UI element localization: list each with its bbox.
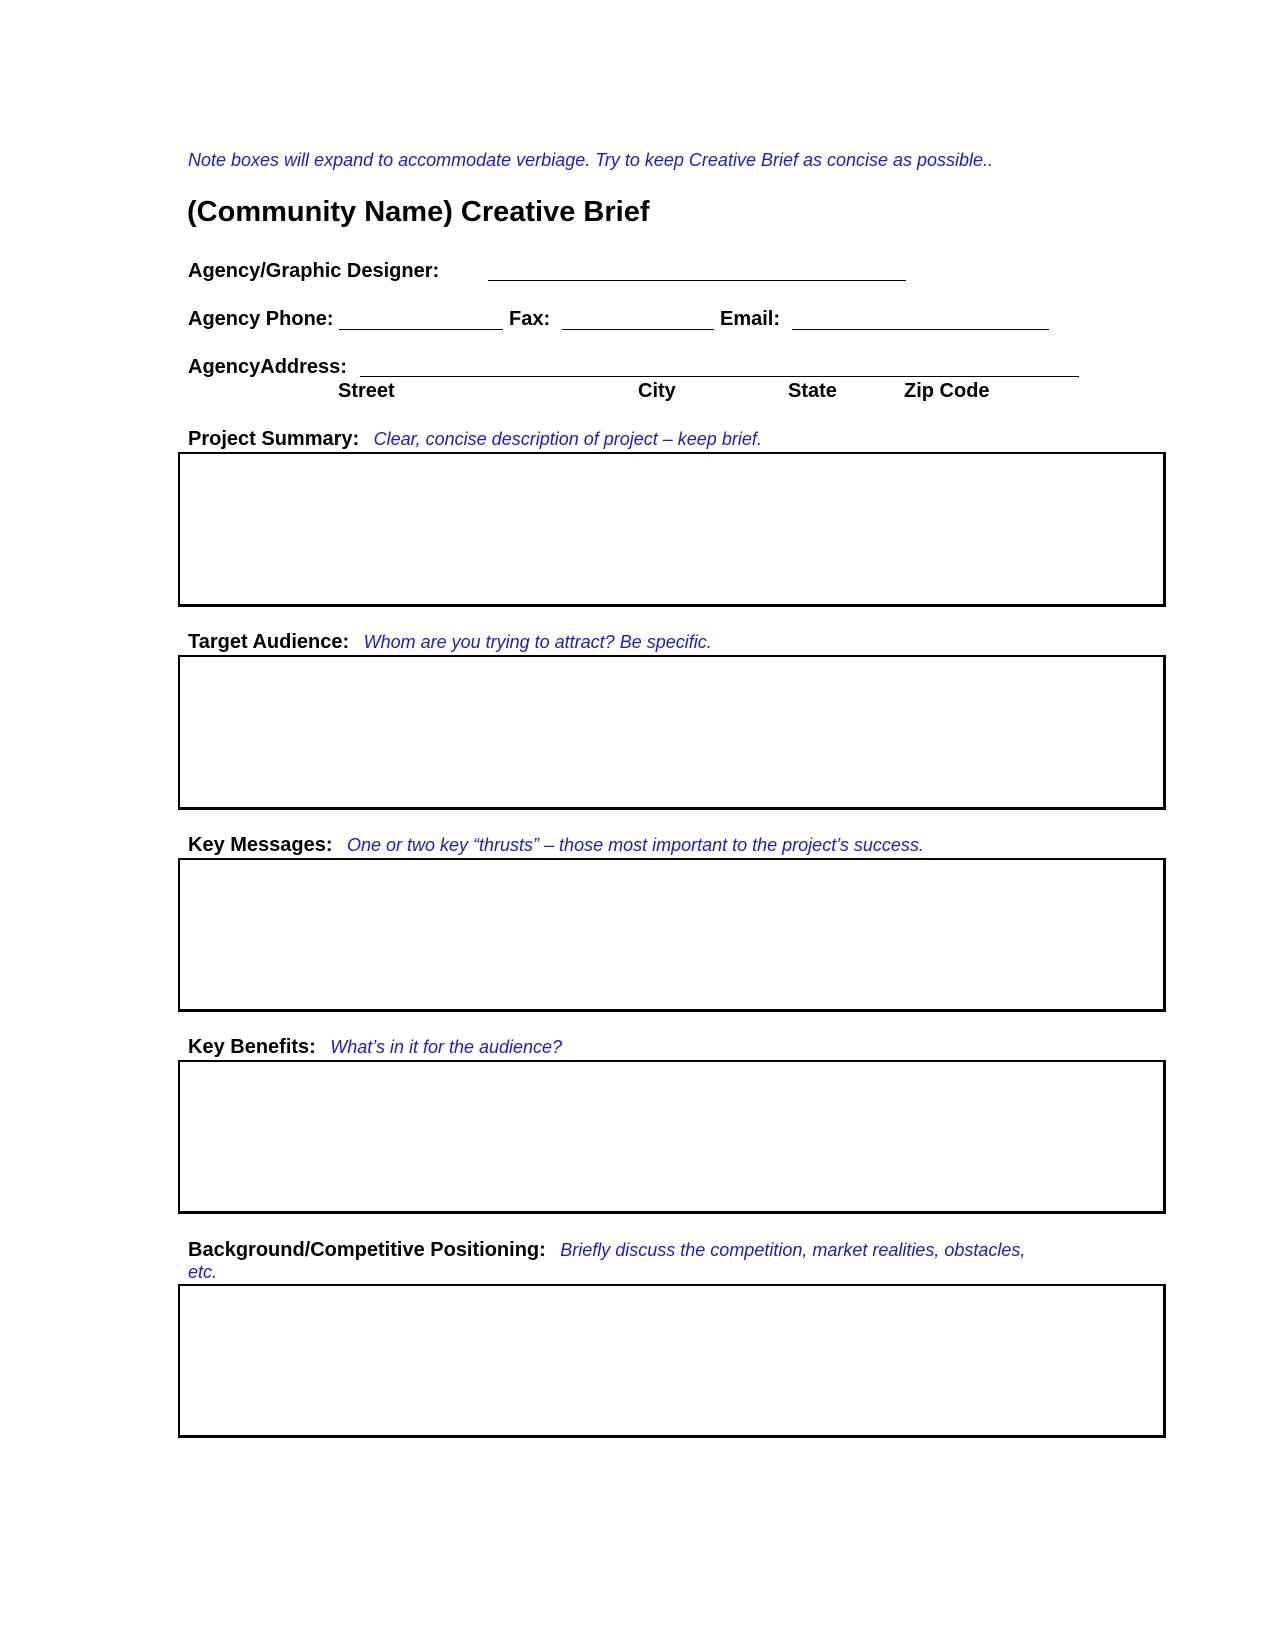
address-label: AgencyAddress:	[188, 356, 347, 378]
section-hint-continued: etc.	[188, 1262, 218, 1282]
top-note: Note boxes will expand to accommodate verbiage. Try to keep Creative Brief as concise as possible..	[188, 150, 994, 170]
section-label: Project Summary:	[188, 428, 360, 450]
section-key-benefits-heading	[188, 1036, 562, 1059]
email-label: Email:	[720, 308, 781, 330]
section-label: Target Audience:	[188, 631, 350, 653]
section-label: Background/Competitive Positioning:	[188, 1239, 546, 1261]
section-hint: What’s in it for the audience?	[330, 1037, 563, 1057]
section-project-summary-heading	[188, 428, 762, 451]
address-zip-label: Zip Code	[904, 380, 990, 402]
background-positioning-box[interactable]	[178, 1284, 1166, 1438]
phone-field[interactable]	[339, 329, 503, 330]
section-key-messages-heading	[188, 834, 924, 857]
fax-label: Fax:	[509, 308, 551, 330]
section-hint: Clear, concise description of project – keep brief.	[373, 429, 762, 449]
key-messages-box[interactable]	[178, 858, 1166, 1012]
address-street-label: Street	[338, 380, 395, 402]
section-hint: Briefly discuss the competition, market realities, obstacles,	[560, 1240, 1026, 1260]
section-hint: Whom are you trying to attract? Be specific.	[363, 632, 712, 652]
phone-label: Agency Phone:	[188, 308, 334, 330]
address-state-label: State	[788, 380, 837, 402]
designer-label: Agency/Graphic Designer:	[188, 260, 440, 282]
key-benefits-box[interactable]	[178, 1060, 1166, 1214]
fax-field[interactable]	[562, 329, 714, 330]
project-summary-box[interactable]	[178, 452, 1166, 607]
address-field[interactable]	[360, 376, 1079, 377]
email-field[interactable]	[792, 329, 1049, 330]
section-label: Key Messages:	[188, 834, 333, 856]
page-title: (Community Name) Creative Brief	[187, 196, 650, 228]
section-hint: One or two key “thrusts” – those most important to the project’s success.	[346, 835, 924, 855]
address-city-label: City	[638, 380, 676, 402]
section-background-heading	[188, 1239, 1025, 1262]
designer-field[interactable]	[488, 280, 906, 281]
section-label: Key Benefits:	[188, 1036, 316, 1058]
target-audience-box[interactable]	[178, 655, 1166, 810]
section-target-audience-heading	[188, 631, 712, 654]
